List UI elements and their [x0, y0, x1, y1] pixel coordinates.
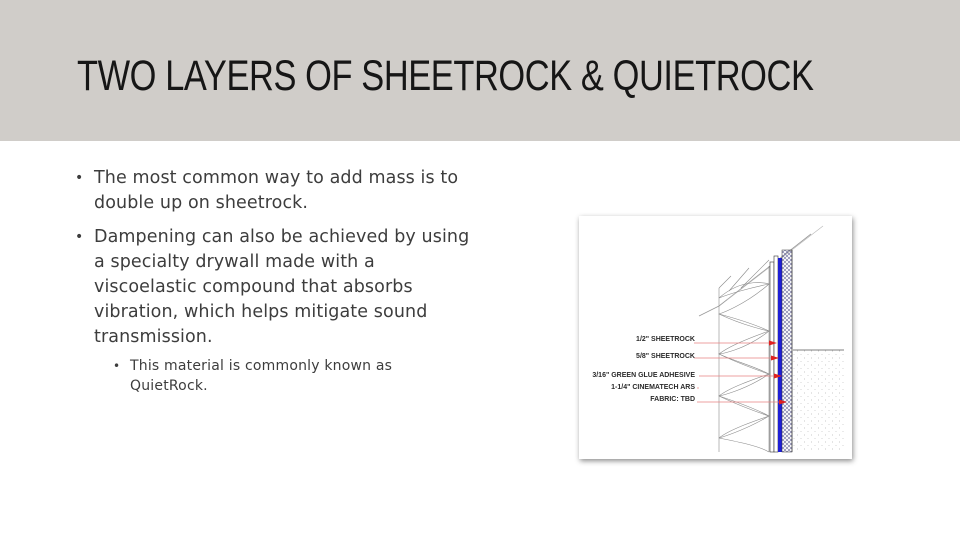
label-half-sheetrock: 1/2" SHEETROCK [636, 336, 695, 343]
bullet-item [75, 225, 475, 350]
sheetrock-layer [774, 256, 778, 452]
sub-bullet-item [75, 356, 470, 396]
concrete-fill [793, 350, 845, 452]
bullet-dot: • [75, 170, 84, 186]
bullet-text: The most common way to add mass is to double up on sheetrock. [94, 168, 459, 213]
wall-section-drawing [579, 216, 852, 459]
title-bar [0, 0, 960, 141]
slide-title: TWO LAYERS OF SHEETROCK & QUIETROCK [77, 52, 814, 100]
label-cinematech-ars: 1-1/4" CINEMATECH ARS [611, 384, 695, 391]
acoustic-panel-layer [782, 250, 792, 452]
bullet-item [75, 166, 475, 216]
green-glue-layer [778, 258, 782, 452]
bullet-list [75, 166, 475, 396]
slope-lines [699, 226, 823, 316]
wall-section-diagram [579, 216, 852, 459]
label-fabric: FABRIC: TBD [650, 396, 695, 403]
bullet-dot: • [75, 229, 84, 245]
bullet-dot: • [113, 359, 121, 373]
insulation-batt [719, 260, 769, 452]
callout-labels [592, 336, 695, 403]
bullet-text: Dampening can also be achieved by using a specialty drywall made with a viscoelastic compound that absorbs vibration, which helps mitigate sound transmission. [94, 227, 470, 347]
label-five-eighths-sheetrock: 5/8" SHEETROCK [636, 353, 695, 360]
label-green-glue: 3/16" GREEN GLUE ADHESIVE [592, 372, 695, 379]
sub-bullet-text: This material is commonly known as QuietRock. [130, 358, 393, 394]
